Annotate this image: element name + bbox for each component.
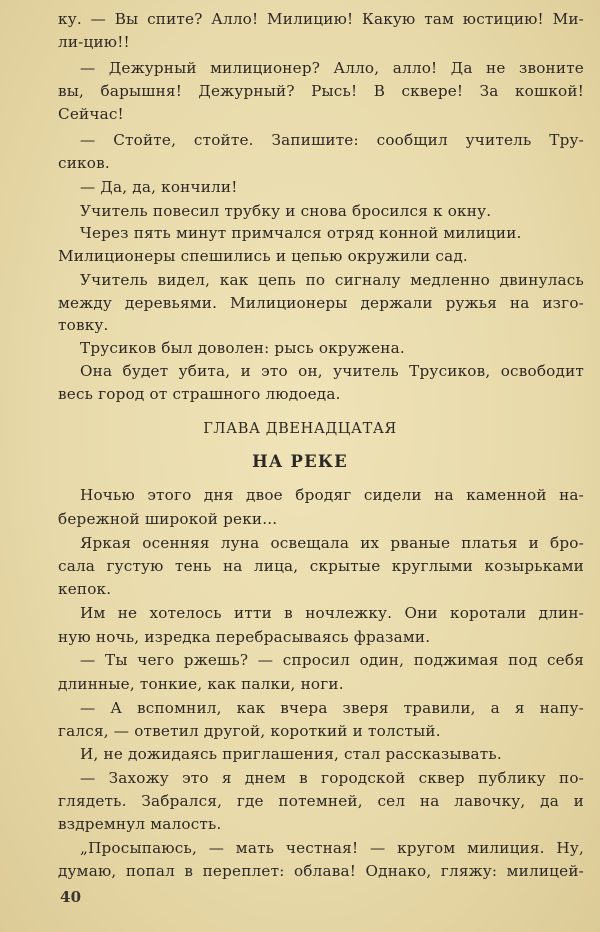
text-line: — Дежурный милиционер? Алло, алло! Да не звоните [80,59,584,77]
text-line: — Ты чего ржешь? — спросил один, поджимая под себя [80,651,584,669]
text-line: между деревьями. Милиционеры держали ружья на изго- [58,294,584,312]
text-line: вы, барышня! Дежурный? Рысь! В сквере! За кошкой! [58,82,584,100]
text-line: Яркая осенняя луна освещала их рваные платья и бро- [80,534,584,552]
text-line: глядеть. Забрался, где потемней, сел на лавочку, да и [58,792,584,810]
text-line: длинные, тонкие, как палки, ноги. [58,675,344,693]
text-line: Милиционеры спешились и цепью окружили сад. [58,247,468,265]
text-line: Через пять минут примчался отряд конной милиции. [80,224,522,242]
text-line: сала густую тень на лица, скрытые круглыми козырьками [58,557,584,575]
chapter-label: ГЛАВА ДВЕНАДЦАТАЯ [203,421,397,437]
text-line: Им не хотелось итти в ночлежку. Они коротали длин- [80,604,584,622]
text-line: — А вспомнил, как вчера зверя травили, а я напу- [80,699,584,717]
text-line: сиков. [58,154,110,172]
text-line: Учитель повесил трубку и снова бросился к окну. [80,202,492,220]
text-line: думаю, попал в переплет: облава! Однако, гляжу: милицей- [58,862,584,880]
text-line: кепок. [58,580,112,598]
text-line: Она будет убита, и это он, учитель Трусиков, освободит [80,362,584,380]
text-line: ную ночь, изредка перебрасываясь фразами. [58,628,431,646]
text-line: ку. — Вы спите? Алло! Милицию! Какую там юстицию! Ми- [58,10,584,28]
text-line: бережной широкой реки... [58,510,278,528]
text-line: — Стойте, стойте. Запишите: сообщил учитель Тру- [80,131,584,149]
text-line: Трусиков был доволен: рысь окружена. [80,339,405,357]
text-line: товку. [58,316,109,334]
text-line: — Да, да, кончили! [80,178,238,196]
text-line: Учитель видел, как цепь по сигналу медленно двинулась [80,271,584,289]
text-line: ли-цию!! [58,33,130,51]
text-line: Сейчас! [58,105,124,123]
text-line: — Захожу это я днем в городской сквер публику по- [80,769,584,787]
chapter-title: НА РЕКЕ [252,452,348,471]
text-line: И, не дожидаясь приглашения, стал рассказывать. [80,745,502,763]
text-line: „Просыпаюсь, — мать честная! — кругом милиция. Ну, [80,839,584,857]
text-line: весь город от страшного людоеда. [58,385,341,403]
page-number: 40 [60,888,82,906]
text-line: вздремнул малость. [58,815,222,833]
text-line: Ночью этого дня двое бродяг сидели на каменной на- [80,486,584,504]
text-line: гался, — ответил другой, короткий и толстый. [58,722,441,740]
